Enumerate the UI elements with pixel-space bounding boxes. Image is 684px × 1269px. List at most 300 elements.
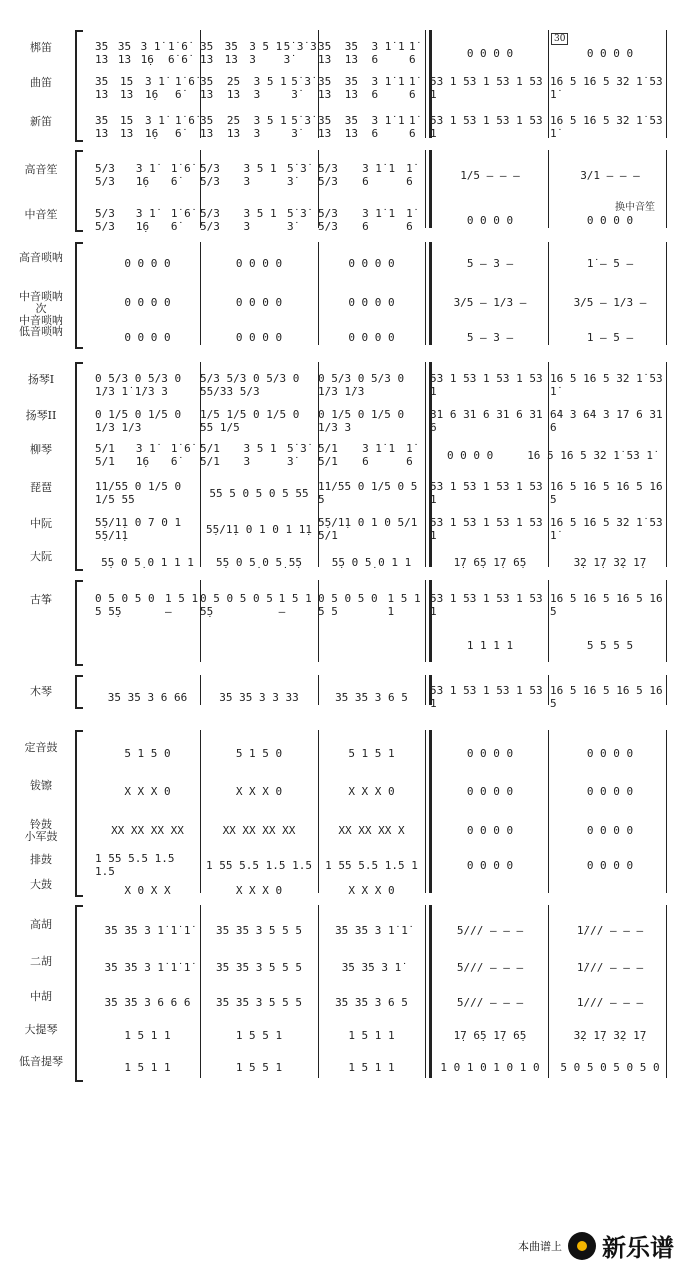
measure <box>430 322 670 352</box>
measure <box>318 987 425 1017</box>
measure <box>95 682 200 712</box>
note-group: 3̇5 1̇3 <box>344 75 358 101</box>
measure <box>200 248 318 278</box>
measure <box>318 248 425 278</box>
instrument-label: 钹镲 <box>30 779 52 792</box>
measure <box>430 987 670 1017</box>
note-group: 1 5 1 1 <box>124 1060 171 1074</box>
measure <box>200 738 318 768</box>
note-group: XX XX XX X <box>338 823 405 837</box>
note-group: 1̣7 6̣5 1̣7 6̣5 <box>453 1028 527 1042</box>
note-group: 3 1̇ 1̣6 <box>135 207 156 233</box>
note-group: 3/5 — 1/3 — <box>573 295 647 309</box>
note-group: 0 0 0 0 <box>446 448 494 462</box>
note-group: 3̇5 3̇5 3 5 5 5 <box>215 923 303 937</box>
note-group: 1 — 5 — <box>586 330 634 344</box>
note-group: 1 0 1 0 1 0 1 0 <box>440 1060 540 1074</box>
note-group: 5̇3 1 5̇3 1 5̇3 1 5̇3 1 <box>430 114 543 140</box>
note-group: 0 0 0 0 <box>466 46 514 60</box>
note-group: 5̇5 5 0 5 0 5 5̇5 <box>209 486 309 500</box>
note-group: 1̇6 5 1̇6 5 3̇2 1̇ 5̇3 1̇ <box>550 75 663 101</box>
note-group: X X X 0 <box>348 784 395 798</box>
note-group: 3̇5 3̇5 3 6 6 6 <box>104 995 191 1009</box>
note-group: 0 0 0 0 <box>586 784 634 798</box>
note-group: 1 5 5 1 <box>235 1028 283 1042</box>
measure <box>430 38 670 68</box>
note-group: 5 — 3 — <box>466 330 514 344</box>
note-group: X X X 0 <box>235 784 283 798</box>
note-group: 3̇5 3̇5 3 6 5 <box>335 995 408 1009</box>
staff-row <box>95 160 670 190</box>
note-group: 5̣5/1̣1 0 7 0 1 5̣5/1̣1 <box>95 516 182 542</box>
note-group: 5 1 5 0 <box>235 746 283 760</box>
note-group: 0 0 0 0 <box>124 256 171 270</box>
staff-row <box>95 682 670 712</box>
staff-row <box>95 514 670 544</box>
staff-row <box>95 205 670 235</box>
measure <box>318 1052 425 1082</box>
measure <box>95 590 200 620</box>
measure <box>318 915 425 945</box>
instrument-label: 大提琴 <box>24 1023 58 1036</box>
note-group: 1 5 1 1 <box>387 592 421 618</box>
measure <box>95 112 200 142</box>
measure <box>95 248 200 278</box>
note-group: 1 5 1 — <box>165 592 199 618</box>
instrument-label: 高音笙 <box>24 163 58 176</box>
measure <box>95 370 200 400</box>
note-group: 5 — 3 — <box>466 256 514 270</box>
note-group: 3 1̇ 1̣6 <box>140 40 161 66</box>
note-group: 3̇5 3̇5 3 5 5 5 <box>215 960 303 974</box>
staff-row <box>95 815 670 845</box>
staff-row <box>95 248 670 278</box>
measure <box>200 160 318 190</box>
measure <box>318 38 425 68</box>
note-group: 5/// — — — <box>456 960 524 974</box>
measure <box>318 478 425 508</box>
measure <box>430 370 670 400</box>
note-group: 1 55 5.5 1.5 1 <box>325 858 418 872</box>
note-group: 5̇ 3̇ 3̇ 3̇ <box>283 40 317 66</box>
measure <box>318 815 425 845</box>
note-group: 3̇5 3̇5 3 1̇ <box>341 960 402 974</box>
group-brace <box>75 362 83 571</box>
note-group: 1̇6 5 1̇6 5 3̇2 1̇ 5̇3 1̇ <box>550 114 663 140</box>
note-group: 1 5 1 — <box>278 592 312 618</box>
note-group: 3 1̇ 1̣6 <box>145 114 165 140</box>
note-group: X X X 0 <box>348 883 395 897</box>
note-group: 3̇5 3̇5 3 1̇ 1̇ 1̇ <box>104 960 191 974</box>
measure <box>318 287 425 317</box>
note-group: 5̇3 1 5̇3 1 5̇3 1 5̇3 1 <box>430 372 543 398</box>
note-group: 3̇5 3̇5 3 1̇ 1̇ <box>335 923 408 937</box>
measure <box>95 915 200 945</box>
measure <box>430 547 670 577</box>
note-group: 5/3 5/3 <box>200 162 220 188</box>
group-brace <box>75 905 83 1082</box>
measure <box>430 630 670 660</box>
instrument-label: 二胡 <box>30 955 52 968</box>
measure <box>430 514 670 544</box>
measure <box>430 590 670 620</box>
measure <box>318 590 425 620</box>
note-group: 1̇5 1̇3 <box>120 114 134 140</box>
measure <box>200 1052 318 1082</box>
note-group: 3̇5 3̇5 3 1̇ 1̇ 1̇ <box>104 923 191 937</box>
instrument-label: 琵琶 <box>30 481 52 494</box>
measure <box>318 547 425 577</box>
note-group: 1̇ 6 <box>408 75 416 101</box>
note-group: 0 5 0 5 0 5 5̣5 <box>200 592 273 618</box>
group-brace <box>75 242 83 349</box>
note-group: 1 5 1 1 <box>348 1028 395 1042</box>
note-group: 5̇3 1 5̇3 1 5̇3 1 5̇3 1 <box>430 480 543 506</box>
measure <box>95 738 200 768</box>
measure <box>200 952 318 982</box>
measure <box>318 875 425 905</box>
note-group: 0 1/5 0 1/5 0 1/3 3 <box>318 408 405 434</box>
note-group: 1̇ 6 <box>406 207 413 233</box>
measure <box>430 160 670 190</box>
measure <box>430 1052 670 1082</box>
measure <box>318 514 425 544</box>
group-brace <box>75 580 83 666</box>
note-group: 5/3 5/3 0 5/3 0 5̇5/3̇3 5/3 <box>200 372 300 398</box>
staff-row <box>95 370 670 400</box>
measure <box>200 370 318 400</box>
staff-row <box>95 875 670 905</box>
measure <box>200 406 318 436</box>
measure <box>95 440 200 470</box>
instrument-label: 高胡 <box>30 918 52 931</box>
measure <box>318 112 425 142</box>
measure <box>95 815 200 845</box>
instrument-label: 木琴 <box>30 685 52 698</box>
measure <box>200 875 318 905</box>
note-group: 1̇6 5 1̇6 5 3̇2 1̇ 5̇3 1̇ <box>527 448 654 462</box>
note-group: 5̇ 3̇ 3̇ <box>286 162 307 188</box>
note-group: 3̇5 3̇5 3 6 6̇6 <box>107 690 188 704</box>
note-group: 3̇5 1̇3 <box>95 40 109 66</box>
note-group: XX XX XX XX <box>222 823 296 837</box>
note-group: 3̇5 1̇3 <box>318 75 332 101</box>
note-group: 1̇5 1̇3 <box>120 75 134 101</box>
measure <box>318 1020 425 1050</box>
staff-row <box>95 322 670 352</box>
note-group: 1̇ 6̇ 6̇ <box>175 114 195 140</box>
note-group: 3 5 1 3 <box>243 162 277 188</box>
measure <box>200 776 318 806</box>
measure <box>318 322 425 352</box>
staff-row <box>95 1020 670 1050</box>
instrument-label: 曲笛 <box>30 76 52 89</box>
measure <box>95 287 200 317</box>
note-group: 0 0 0 0 <box>235 256 283 270</box>
note-group: 1/5 — — — <box>460 168 520 182</box>
note-group: 0 0 0 0 <box>348 330 395 344</box>
measure <box>95 1020 200 1050</box>
measure <box>430 248 670 278</box>
note-group: 3̇5 1̇3 <box>95 114 109 140</box>
note-group: 0 0 0 0 <box>466 784 514 798</box>
note-group: 3/1 — — — <box>580 168 640 182</box>
note-group: 3 1̇ 1̣6 <box>135 442 156 468</box>
measure <box>430 776 670 806</box>
note-group: 3̇5 1̇3 <box>200 40 214 66</box>
measure <box>95 1052 200 1082</box>
note-group: 0 0 0 0 <box>235 330 283 344</box>
staff-row <box>95 73 670 103</box>
instrument-label: 中胡 <box>30 990 52 1003</box>
note-group: 1 5 5 1 <box>235 1060 283 1074</box>
note-group: 0 1/5 0 1/5 0 1/3 1/3 <box>95 408 182 434</box>
note-group: 1̇ — 5 — <box>586 256 634 270</box>
group-brace <box>75 150 83 232</box>
note-group: 5/1 5/1 <box>95 442 115 468</box>
note-group: 5̇ 3̇ 3̇ <box>291 114 312 140</box>
measure <box>95 952 200 982</box>
instrument-label: 中阮 <box>30 517 52 530</box>
measure <box>95 547 200 577</box>
measure <box>430 112 670 142</box>
note-group: 3̇5 3̇5 3 6 5 <box>335 690 408 704</box>
measure <box>318 205 425 235</box>
note-group: 1̇ 6̇ 6̇ <box>175 75 195 101</box>
note-group: 5/3 5/3 <box>318 162 338 188</box>
measure <box>200 478 318 508</box>
note-group: 1̇6 5 1̇6 5 1̇6 5 1̇6 5 <box>550 592 663 618</box>
note-group: 5 1 5 0 <box>124 746 171 760</box>
note-group: 3̇5 1̇3 <box>200 114 214 140</box>
note-group: 1̇ 6 <box>406 442 413 468</box>
note-group: 3̇5 1̇3 <box>117 40 132 66</box>
note-group: 5̇3 1 5̇3 1 5̇3 1 5̇3 1 <box>430 75 543 101</box>
note-group: 3̇1 6 3̇1 6 3̇1 6 3̇1 6 <box>430 408 543 434</box>
note-group: 3̇5 3̇5 3 5 5 5 <box>215 995 303 1009</box>
note-group: 1 1 1 1 <box>466 638 514 652</box>
note-group: 3̇5 1̇3 <box>95 75 109 101</box>
note-group: 5̇3 1 5̇3 1 5̇3 1 5̇3 1 <box>430 516 543 542</box>
measure <box>200 1020 318 1050</box>
note-group: 5̇ 3̇ 3̇ <box>286 442 307 468</box>
note-group: 3 5 1 3 <box>253 114 287 140</box>
instrument-label: 柳琴 <box>30 443 52 456</box>
staff-row <box>95 478 670 508</box>
note-group: 1̇ 6̇ 6̇ 6̇ <box>168 40 188 66</box>
note-group: 3̇5 1̇3 <box>224 40 238 66</box>
measure <box>200 73 318 103</box>
note-group: 5/3 5/3 <box>200 207 220 233</box>
measure <box>95 160 200 190</box>
instrument-label: 低音提琴 <box>19 1055 63 1068</box>
instrument-label: 大阮 <box>30 550 52 563</box>
measure <box>200 112 318 142</box>
note-group: 3 1̇ 1 6 <box>362 162 396 188</box>
note-group: 1̇6 5 1̇6 5 1̇6 5 1̇6 5 <box>550 684 663 710</box>
note-group: 1̇/// — — — <box>576 960 644 974</box>
measure <box>95 987 200 1017</box>
note-group: 3̇5 1̇3 <box>344 40 358 66</box>
instrument-label: 铃鼓 小军鼓 <box>24 818 58 843</box>
note-group: 5̇ 3̇ 3̇ <box>286 207 307 233</box>
measure <box>430 73 670 103</box>
note-group: 1/5 1/5 0 1/5 0 5̇5 1/5 <box>200 408 300 434</box>
note-group: 3 1̇ 1 6 <box>362 207 396 233</box>
instrument-label: 排鼓 <box>30 853 52 866</box>
footer-label: 本曲谱上 <box>518 1239 562 1253</box>
measure <box>95 205 200 235</box>
note-group: 0 0 0 0 <box>466 858 514 872</box>
staff-row <box>95 952 670 982</box>
measure <box>430 478 670 508</box>
measure <box>430 875 670 905</box>
note-group: 5/1 5/1 <box>200 442 220 468</box>
note-group: 3 1̇ 1̣6 <box>135 162 156 188</box>
note-group: 0 0 0 0 <box>586 858 634 872</box>
note-group: 0 0 0 0 <box>348 295 395 309</box>
measure <box>200 440 318 470</box>
note-group: 2̇5 1̇3 <box>226 114 241 140</box>
note-group: 3 1̇ 1 6 <box>371 75 405 101</box>
note-group: 1̇ 6̇ 6̇ <box>170 162 191 188</box>
note-group: 3̇5 1̇3 <box>200 75 214 101</box>
measure <box>430 952 670 982</box>
measure <box>95 406 200 436</box>
note-group: 5/3 5/3 <box>318 207 338 233</box>
measure <box>95 875 200 905</box>
staff-row <box>95 1052 670 1082</box>
note-group: 0 0 0 0 <box>586 46 634 60</box>
note-group: 0 0 0 0 <box>586 823 634 837</box>
instrument-label: 高音唢呐 <box>19 251 63 264</box>
instrument-label: 新笛 <box>30 115 52 128</box>
measure <box>430 738 670 768</box>
note-group: 5̣5 0 5̣ 0 5̣ 5̣5 <box>215 555 303 569</box>
note-group: 5 1 5 1 <box>348 746 395 760</box>
measure <box>200 590 318 620</box>
measure <box>200 815 318 845</box>
measure <box>430 682 670 712</box>
instrument-label: 低音唢呐 <box>19 325 63 338</box>
note-group: 0 0 0 0 <box>124 295 171 309</box>
note-group: 5̇ 3̇ 3̇ <box>291 75 312 101</box>
brand-logo-icon <box>568 1232 596 1260</box>
note-group: 0 0 0 0 <box>466 823 514 837</box>
note-group: 3 1̇ 1̣6 <box>145 75 165 101</box>
group-brace <box>75 675 83 709</box>
measure <box>200 915 318 945</box>
measure <box>200 514 318 544</box>
footer <box>518 1228 674 1263</box>
note-group: 1̇/// — — — <box>576 923 644 937</box>
note-group: 1̇1/5̇5 0 1/5 0 5 5 <box>318 480 418 506</box>
note-group: 3̇5 1̇3 <box>318 40 332 66</box>
note-group: 5/3 5/3 <box>95 207 115 233</box>
instrument-label: 扬琴I <box>27 373 55 386</box>
note-group: 1 5 1 1 <box>348 1060 395 1074</box>
note-group: 5̣5 0 5̣ 0 1 1 <box>331 555 412 569</box>
note-group: 3̣2 1̣7 3̣2 1̣7 <box>573 1028 647 1042</box>
note-group: 5/// — — — <box>456 995 524 1009</box>
note-group: 0 0 0 0 <box>348 256 395 270</box>
staff-row <box>95 287 670 317</box>
note-group: 1̇1/5̇5 0 1/5 0 1/5 5̇5 <box>95 480 182 506</box>
group-brace <box>75 730 83 897</box>
measure <box>430 406 670 436</box>
note-group: X 0 X X <box>124 883 171 897</box>
measure <box>200 987 318 1017</box>
note-group: 1 55 5.5 1.5 1.5 <box>206 858 312 872</box>
measure <box>95 38 200 68</box>
measure <box>318 682 425 712</box>
brand-name: 新乐谱 <box>602 1234 674 1262</box>
measure <box>430 440 670 470</box>
note-group: 0 5 0 5 0 5 5̣5 <box>95 592 155 618</box>
note-group: 1̇6 5 1̇6 5 1̇6 5 1̇6 5 <box>550 480 663 506</box>
note-group: 0 0 0 0 <box>586 213 634 227</box>
note-group: 1̇ 6 <box>408 114 416 140</box>
staff-row <box>95 406 670 436</box>
instrument-label: 扬琴II <box>25 409 57 422</box>
note-group: 3 5 1 3 <box>249 40 283 66</box>
measure <box>95 73 200 103</box>
note-group: 0 0 0 0 <box>466 213 514 227</box>
measure <box>95 478 200 508</box>
staff-row <box>95 440 670 470</box>
measure <box>95 322 200 352</box>
measure <box>430 815 670 845</box>
instrument-label: 中音唢呐 次 中音唢呐 <box>19 290 63 327</box>
staff-row <box>95 776 670 806</box>
measure <box>430 915 670 945</box>
measure <box>430 287 670 317</box>
instrument-label: 梆笛 <box>30 41 52 54</box>
note-group: 5/1 5/1 <box>318 442 338 468</box>
note-group: 6̇4 3 6̇4 3 1̇7 6 3̇1 6 <box>550 408 663 434</box>
measure <box>200 287 318 317</box>
note-group: 3̇5 1̇3 <box>318 114 332 140</box>
measure <box>318 160 425 190</box>
note-group: 1̇ 6̇ 6̇ <box>170 207 191 233</box>
note-group: 1̇6 5 1̇6 5 3̇2 1̇ 5̇3 1̇ <box>550 372 663 398</box>
note-group: 5̣5/1̣1 0 1 0 5/1 5/1 <box>318 516 418 542</box>
staff-row <box>95 112 670 142</box>
staff-row <box>95 590 670 652</box>
note-group: 3 1̇ 1 6 <box>371 114 405 140</box>
measure <box>318 738 425 768</box>
note-group: 5 0 5 0 5 0 5 0 <box>560 1060 660 1074</box>
measure <box>318 440 425 470</box>
note-group: 3 5 1 3 <box>243 207 277 233</box>
staff-row <box>95 38 670 68</box>
note-group: 1̇ 6̇ 6̇ <box>170 442 191 468</box>
note-group: 1 55 5.5 1.5 1.5 <box>95 852 175 878</box>
instrument-label: 中音笙 <box>24 208 58 221</box>
measure <box>318 406 425 436</box>
note-group: 0 5/3 0 5/3 0 1̇/3 1̇ 1̇/3 3 <box>95 372 182 398</box>
note-group: 0 5/3 0 5/3 0 1̇/3 1̇/3 <box>318 372 405 398</box>
note-group: 0 0 0 0 <box>586 746 634 760</box>
measure <box>95 776 200 806</box>
instrument-label: 定音鼓 <box>24 741 58 754</box>
staff-row <box>95 547 670 577</box>
note-group: 5/// — — — <box>456 923 524 937</box>
note-group: 3 5 1 3 <box>253 75 287 101</box>
staff-row <box>95 738 670 768</box>
note-group: 1̇6 5 1̇6 5 3̇2 1̇ 5̇3 1̇ <box>550 516 663 542</box>
instrument-label: 大鼓 <box>30 878 52 891</box>
